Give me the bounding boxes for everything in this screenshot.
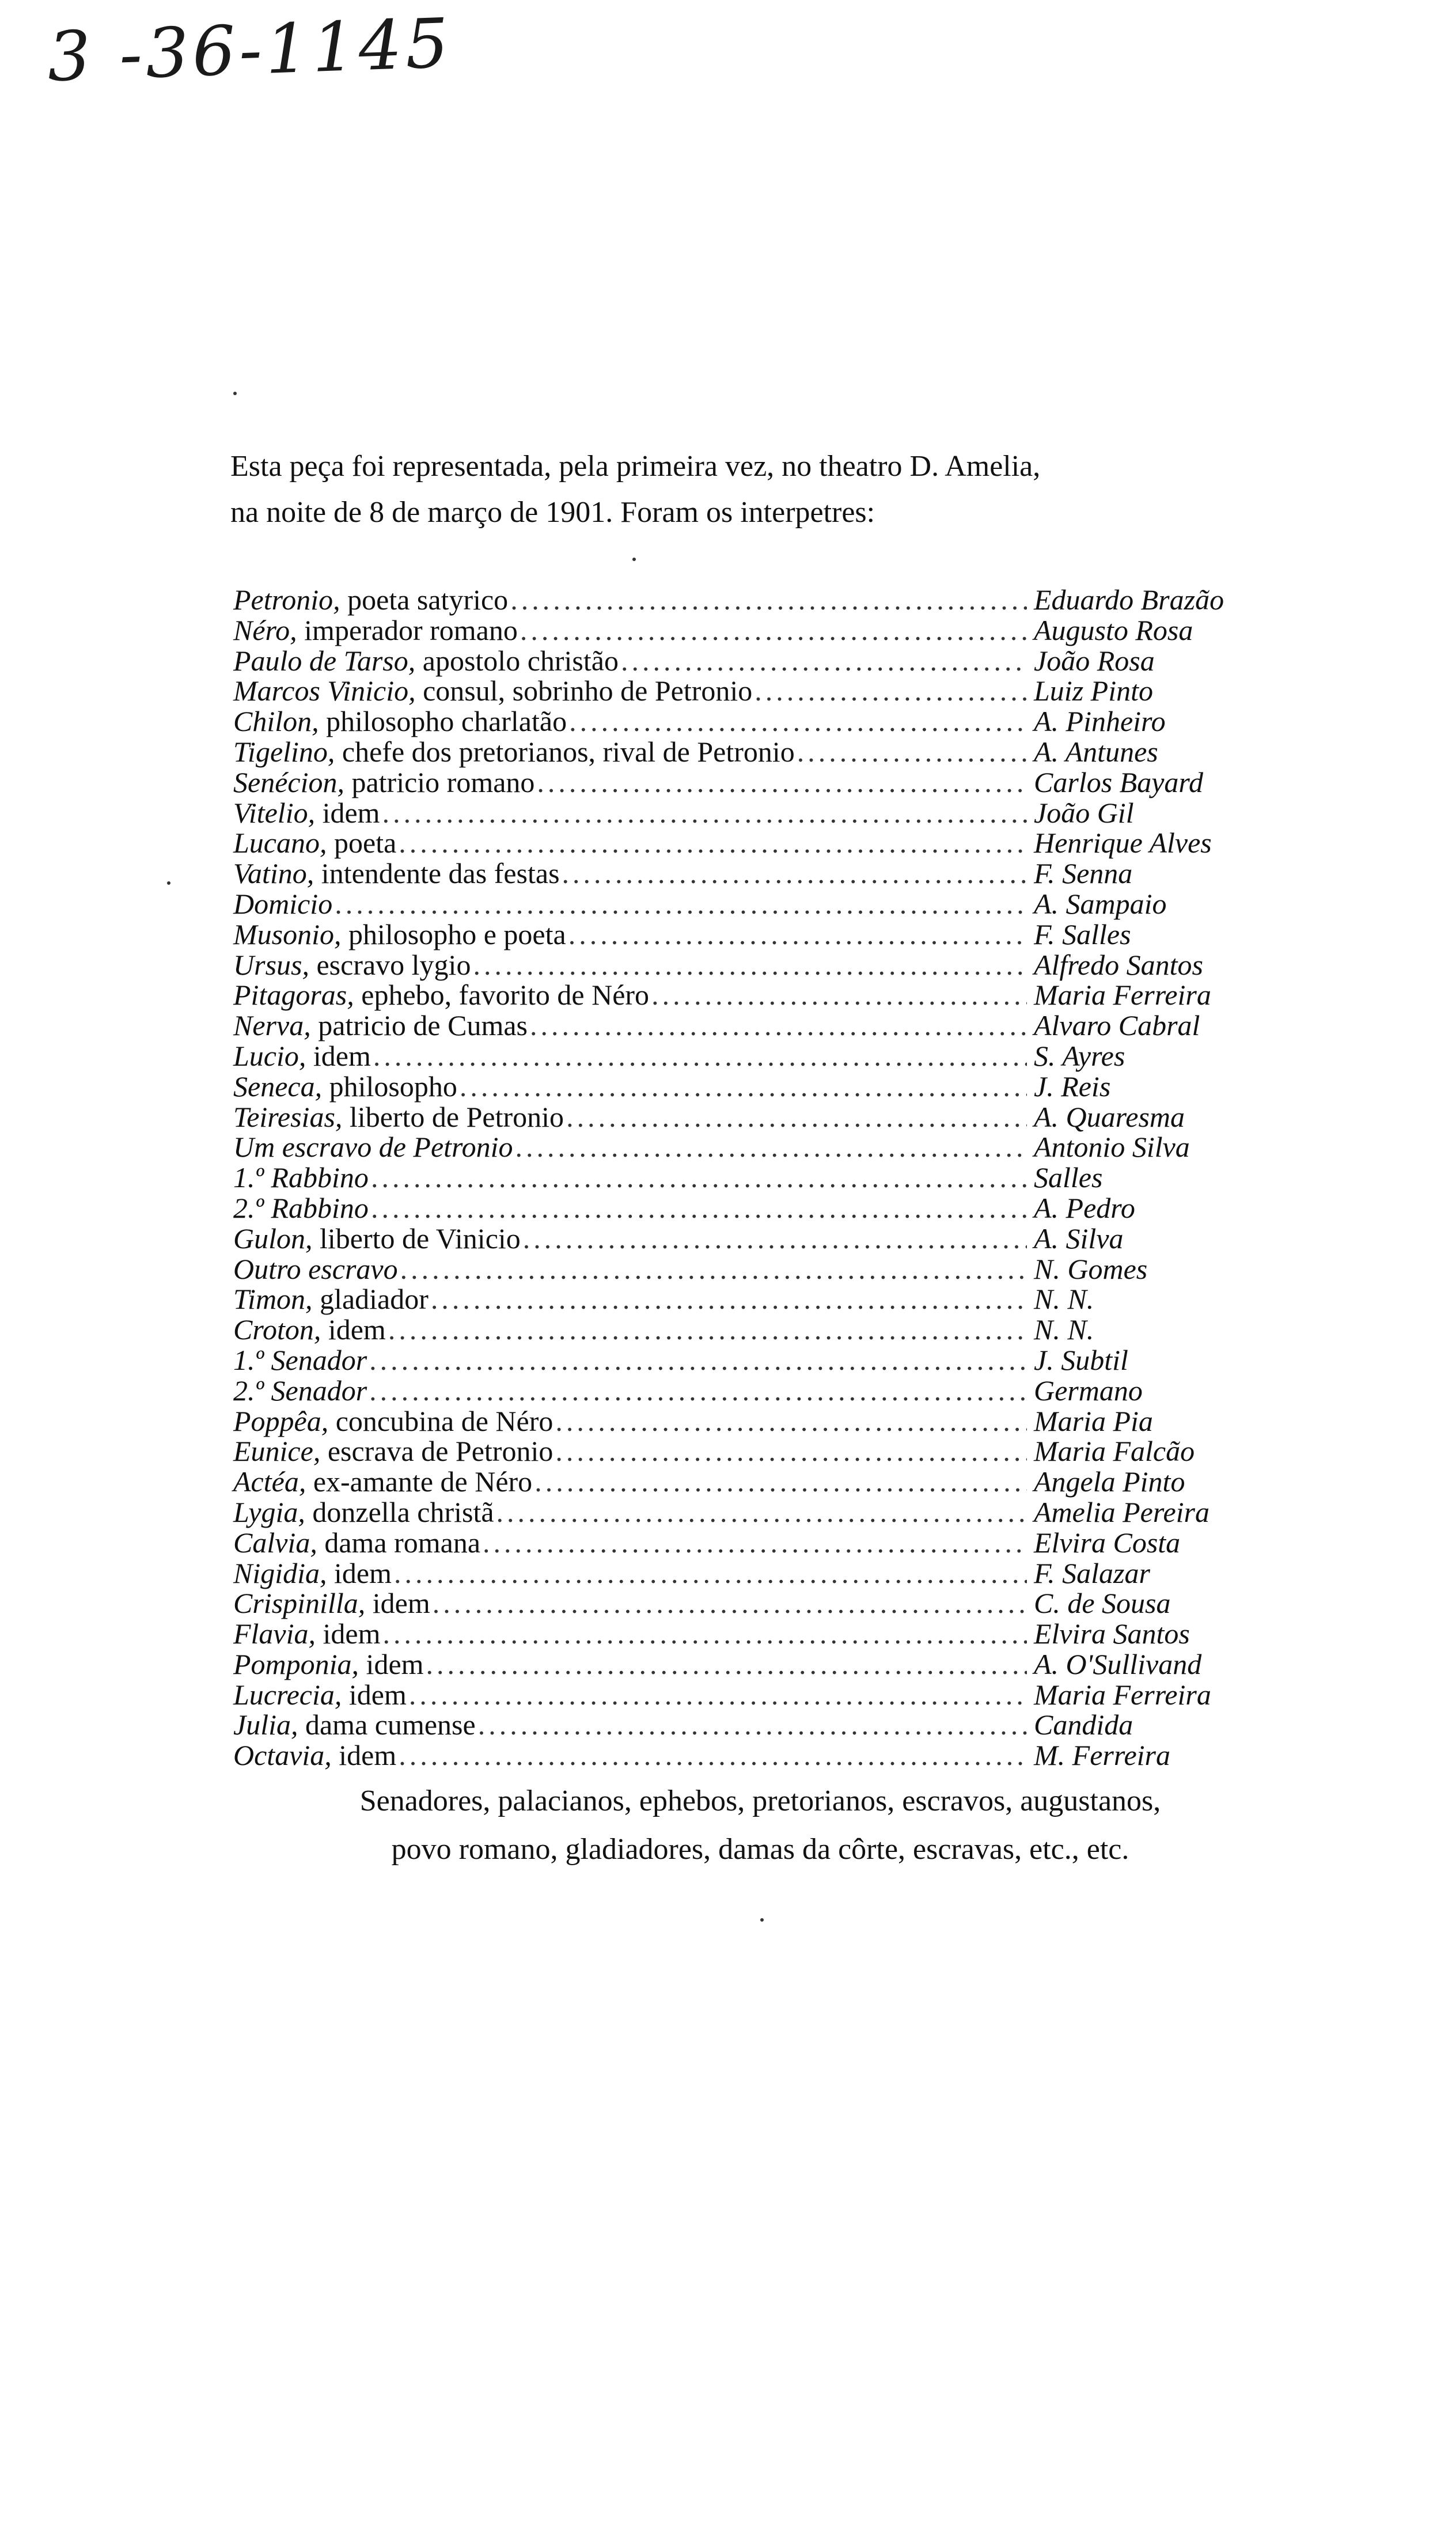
actor-name: Salles (1034, 1161, 1103, 1194)
character-name: Pomponia, (233, 1647, 359, 1680)
role (233, 737, 795, 767)
dot-leader (754, 676, 1027, 706)
character-description: escrava de Petronio (320, 1435, 553, 1468)
intro-line-2: na noite de 8 de março de 1901. Foram os interpetres: (230, 496, 875, 529)
actor-name: Amelia Pereira (1034, 1495, 1210, 1528)
role (233, 798, 380, 828)
dot-leader (409, 1680, 1027, 1710)
role (233, 1041, 371, 1071)
cast-row (233, 1497, 1296, 1528)
actor-name: N. Gomes (1034, 1252, 1148, 1285)
character-description: idem (331, 1739, 397, 1772)
role (233, 1376, 367, 1406)
actor-name: S. Ayres (1034, 1039, 1125, 1072)
character-name: Crispinilla, (233, 1587, 366, 1620)
footer-line-1: Senadores, palacianos, ephebos, pretorianos, escravos, augustanos, (359, 1785, 1161, 1817)
role (233, 1010, 528, 1041)
actor-name: F. Salazar (1034, 1556, 1150, 1589)
role (233, 1710, 476, 1740)
dot-leader (555, 1406, 1027, 1437)
actor-name: Luiz Pinto (1034, 675, 1153, 707)
character-description: intendente das festas (314, 857, 560, 890)
actor-name: J. Subtil (1034, 1343, 1128, 1376)
actor-name: João Gil (1034, 796, 1134, 829)
cast-row (233, 1436, 1296, 1467)
dot-leader (400, 1254, 1027, 1285)
ink-speck (632, 558, 636, 561)
role (233, 767, 534, 798)
character-name: Marcos Vinicio, (233, 675, 416, 707)
dot-leader (555, 1436, 1027, 1467)
cast-row (233, 1193, 1296, 1223)
character-name: Vatino, (233, 857, 314, 890)
cast-row (233, 1740, 1296, 1771)
character-name: Paulo de Tarso, (233, 644, 416, 677)
character-description: idem (316, 1617, 381, 1650)
actor-name: C. de Sousa (1034, 1587, 1171, 1620)
role (233, 1223, 521, 1254)
footer-line-2: povo romano, gladiadores, damas da côrte, escravas, etc., etc. (391, 1833, 1129, 1866)
handwritten-catalog-number: 3 -36-1145 (46, 3, 454, 97)
actor-name: N. N. (1034, 1283, 1094, 1316)
cast-row (233, 1041, 1296, 1071)
dot-leader (483, 1528, 1027, 1558)
dot-leader (651, 980, 1027, 1010)
character-description: idem (321, 1313, 386, 1346)
cast-row (233, 1132, 1296, 1162)
cast-row (233, 1680, 1296, 1710)
character-name: Tigelino, (233, 735, 335, 768)
cast-row (233, 1010, 1296, 1041)
role (233, 1071, 457, 1102)
actor-name: Eduardo Brazão (1034, 584, 1224, 616)
actor-name: João Rosa (1034, 644, 1155, 677)
actor-name: F. Salles (1034, 918, 1131, 950)
role (233, 1406, 553, 1437)
role (233, 1649, 424, 1680)
actor-name: Elvira Costa (1034, 1526, 1181, 1559)
actor-name: Maria Ferreira (1034, 1678, 1211, 1711)
role (233, 980, 649, 1010)
character-name: Croton, (233, 1313, 321, 1346)
dot-leader (515, 1132, 1027, 1162)
character-description: donzella christã (305, 1495, 494, 1528)
character-description: concubina de Néro (328, 1404, 553, 1437)
character-name: Ursus, (233, 948, 309, 981)
dot-leader (426, 1649, 1027, 1680)
actor-name: A. Silva (1034, 1222, 1124, 1255)
dot-leader (568, 919, 1027, 950)
character-description: patricio romano (344, 766, 535, 798)
character-name: Gulon, (233, 1222, 313, 1255)
cast-row (233, 858, 1296, 889)
dot-leader (388, 1314, 1027, 1345)
role (233, 615, 518, 646)
actor-name: A. Pinheiro (1034, 705, 1166, 738)
character-name: Lucano, (233, 827, 327, 859)
character-name: Octavia, (233, 1739, 332, 1772)
cast-row (233, 919, 1296, 950)
character-description: idem (327, 1556, 392, 1589)
cast-row (233, 798, 1296, 828)
cast-row (233, 1162, 1296, 1193)
dot-leader (473, 950, 1027, 980)
dot-leader (530, 1010, 1027, 1041)
cast-list (233, 585, 1296, 1771)
character-name: Domicio (233, 887, 333, 920)
actor-name: A. O'Sullivand (1034, 1647, 1202, 1680)
actor-name: A. Antunes (1034, 735, 1158, 768)
ink-speck (233, 392, 237, 395)
character-description: liberto de Petronio (342, 1100, 564, 1133)
role (233, 1680, 407, 1710)
dot-leader (371, 1162, 1027, 1193)
dot-leader (335, 889, 1027, 919)
dot-leader (562, 858, 1027, 889)
cast-row (233, 1467, 1296, 1497)
dot-leader (478, 1710, 1027, 1740)
dot-leader (399, 828, 1027, 858)
actor-name: F. Senna (1034, 857, 1133, 890)
character-description: poeta satyrico (340, 584, 509, 616)
character-description: ephebo, favorito de Néro (354, 979, 650, 1012)
dot-leader (797, 737, 1027, 767)
cast-row (233, 980, 1296, 1010)
character-name: Chilon, (233, 705, 319, 738)
dot-leader (371, 1193, 1027, 1223)
dot-leader (569, 706, 1027, 737)
character-description: ex-amante de Néro (306, 1465, 533, 1498)
cast-row (233, 646, 1296, 676)
dot-leader (496, 1497, 1027, 1528)
character-name: Calvia, (233, 1526, 317, 1559)
character-description: imperador romano (297, 613, 518, 646)
actor-name: Maria Falcão (1034, 1435, 1195, 1468)
role (233, 646, 619, 676)
character-description: idem (306, 1039, 371, 1072)
dot-leader (460, 1071, 1027, 1102)
actor-name: J. Reis (1034, 1070, 1111, 1103)
cast-row (233, 1254, 1296, 1285)
character-description: consul, sobrinho de Petronio (415, 675, 753, 707)
character-description: philosopho (322, 1070, 457, 1103)
cast-row (233, 1314, 1296, 1345)
actor-name: A. Pedro (1034, 1191, 1135, 1224)
character-name: Musonio, (233, 918, 342, 950)
role (233, 706, 567, 737)
cast-row (233, 889, 1296, 919)
actor-name: Maria Pia (1034, 1404, 1153, 1437)
dot-leader (431, 1284, 1027, 1314)
character-description: idem (365, 1587, 430, 1620)
character-name: Lygia, (233, 1495, 305, 1528)
actor-name: Candida (1034, 1708, 1133, 1741)
cast-row (233, 1588, 1296, 1619)
cast-row (233, 615, 1296, 646)
character-name: Um escravo de Petronio (233, 1131, 513, 1164)
character-description: dama romana (317, 1526, 481, 1559)
actor-name: Carlos Bayard (1034, 766, 1203, 798)
dot-leader (399, 1740, 1027, 1771)
character-name: Nigidia, (233, 1556, 327, 1589)
role (233, 1558, 392, 1589)
cast-row (233, 1376, 1296, 1406)
role (233, 1102, 564, 1132)
ink-speck (760, 1918, 764, 1922)
dot-leader (537, 767, 1027, 798)
supernumeraries-note (219, 1777, 1302, 1874)
role (233, 1436, 553, 1467)
character-description: apostolo christão (415, 644, 619, 677)
character-name: Actéa, (233, 1465, 306, 1498)
role (233, 828, 396, 858)
role (233, 1619, 381, 1649)
character-name: 2.º Senador (233, 1374, 367, 1407)
role (233, 1284, 429, 1314)
character-name: Teiresias, (233, 1100, 343, 1133)
performance-note (230, 444, 1284, 536)
character-name: Eunice, (233, 1435, 321, 1468)
character-description: philosopho e poeta (341, 918, 566, 950)
role (233, 676, 752, 706)
character-name: 1.º Senador (233, 1343, 367, 1376)
role (233, 950, 471, 980)
cast-row (233, 737, 1296, 767)
character-description: idem (342, 1678, 407, 1711)
cast-row (233, 676, 1296, 706)
character-description: philosopho charlatão (318, 705, 567, 738)
character-description: patricio de Cumas (310, 1009, 528, 1042)
dot-leader (383, 1619, 1027, 1649)
character-description: gladiador (312, 1283, 429, 1316)
actor-name: Maria Ferreira (1034, 979, 1211, 1012)
character-name: Senécion, (233, 766, 344, 798)
role (233, 858, 560, 889)
character-description: poeta (327, 827, 397, 859)
cast-row (233, 1528, 1296, 1558)
actor-name: Elvira Santos (1034, 1617, 1190, 1650)
role (233, 1345, 367, 1376)
character-name: Timon, (233, 1283, 313, 1316)
character-description: idem (359, 1647, 424, 1680)
actor-name: Henrique Alves (1034, 827, 1212, 859)
dot-leader (520, 615, 1027, 646)
actor-name: A. Sampaio (1034, 887, 1167, 920)
dot-leader (394, 1558, 1027, 1589)
character-name: Poppêa, (233, 1404, 329, 1437)
cast-row (233, 1223, 1296, 1254)
role (233, 585, 508, 615)
role (233, 1497, 494, 1528)
role (233, 1528, 480, 1558)
dot-leader (534, 1467, 1027, 1497)
character-name: Néro, (233, 613, 297, 646)
actor-name: Germano (1034, 1374, 1143, 1407)
actor-name: Alfredo Santos (1034, 948, 1203, 981)
role (233, 1254, 398, 1285)
actor-name: Augusto Rosa (1034, 613, 1193, 646)
actor-name: A. Quaresma (1034, 1100, 1185, 1133)
actor-name: Antonio Silva (1034, 1131, 1190, 1164)
intro-line-1: Esta peça foi representada, pela primeira vez, no theatro D. Amelia, (230, 450, 1041, 483)
cast-row (233, 950, 1296, 980)
cast-row (233, 585, 1296, 615)
cast-row (233, 1619, 1296, 1649)
character-description: dama cumense (298, 1708, 476, 1741)
character-name: Lucrecia, (233, 1678, 342, 1711)
role (233, 1132, 513, 1162)
cast-row (233, 1649, 1296, 1680)
role (233, 919, 566, 950)
actor-name: Alvaro Cabral (1034, 1009, 1200, 1042)
role (233, 1314, 386, 1345)
cast-row (233, 706, 1296, 737)
cast-row (233, 1710, 1296, 1740)
cast-row (233, 1102, 1296, 1132)
character-name: Petronio, (233, 584, 340, 616)
character-description: liberto de Vinicio (312, 1222, 521, 1255)
character-name: Nerva, (233, 1009, 311, 1042)
actor-name: Angela Pinto (1034, 1465, 1185, 1498)
dot-leader (373, 1041, 1027, 1071)
dot-leader (510, 585, 1027, 615)
role (233, 1740, 396, 1771)
dot-leader (382, 798, 1027, 828)
character-name: Pitagoras, (233, 979, 354, 1012)
dot-leader (369, 1376, 1027, 1406)
dot-leader (523, 1223, 1027, 1254)
character-name: Lucio, (233, 1039, 306, 1072)
character-name: Seneca, (233, 1070, 323, 1103)
cast-row (233, 1071, 1296, 1102)
dot-leader (369, 1345, 1027, 1376)
cast-row (233, 767, 1296, 798)
cast-row (233, 1558, 1296, 1589)
character-description: chefe dos pretorianos, rival de Petronio (335, 735, 795, 768)
cast-row (233, 1284, 1296, 1314)
role (233, 1588, 430, 1619)
character-name: 2.º Rabbino (233, 1191, 369, 1224)
character-name: Flavia, (233, 1617, 316, 1650)
dot-leader (433, 1588, 1027, 1619)
role (233, 1193, 369, 1223)
role (233, 1467, 532, 1497)
ink-speck (167, 881, 170, 885)
character-description: idem (315, 796, 380, 829)
dot-leader (566, 1102, 1027, 1132)
character-name: Julia, (233, 1708, 298, 1741)
character-name: Vitelio, (233, 796, 316, 829)
character-description: escravo lygio (309, 948, 471, 981)
character-name: 1.º Rabbino (233, 1161, 369, 1194)
cast-row (233, 828, 1296, 858)
cast-row (233, 1345, 1296, 1376)
actor-name: N. N. (1034, 1313, 1094, 1346)
cast-row (233, 1406, 1296, 1437)
actor-name: M. Ferreira (1034, 1739, 1170, 1772)
dot-leader (621, 646, 1027, 676)
role (233, 889, 332, 919)
role (233, 1162, 369, 1193)
character-name: Outro escravo (233, 1252, 398, 1285)
